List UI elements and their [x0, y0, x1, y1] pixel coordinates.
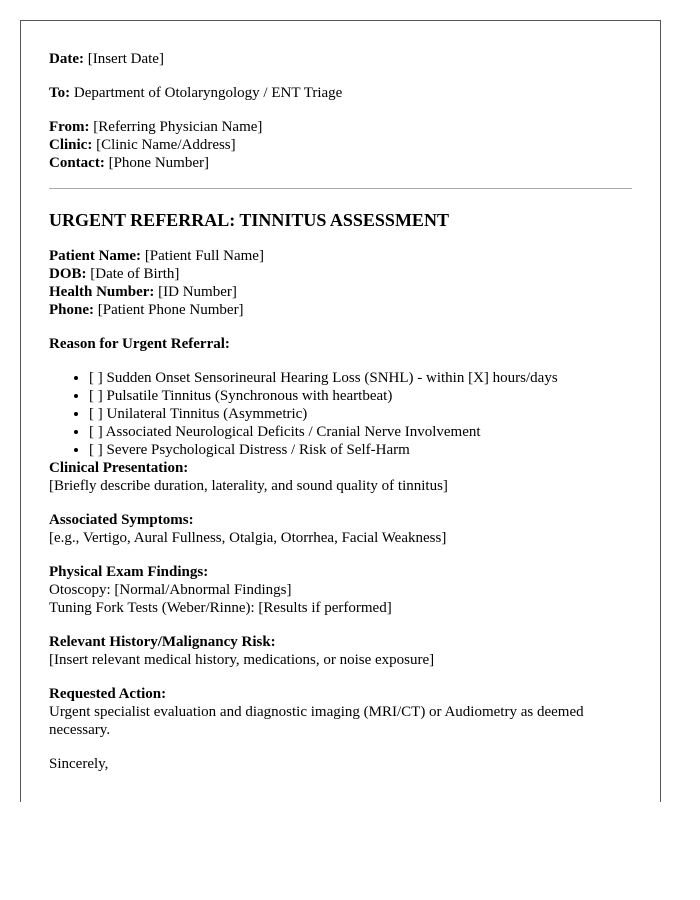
action-section [49, 685, 632, 739]
sender-block [49, 118, 632, 172]
date-line [49, 50, 632, 68]
referral-letter [20, 20, 661, 802]
dob-value: [Date of Birth] [90, 266, 180, 282]
closing-salutation: Sincerely, [49, 756, 109, 772]
health-number-label: Health Number: [49, 284, 155, 300]
reason-item-neurological: • [ ] Associated Neurological Deficits / Cranial Nerve Involvement [89, 423, 632, 441]
reason-item-pulsatile: • [ ] Pulsatile Tinnitus (Synchronous with heartbeat) [89, 387, 632, 405]
patient-phone-label: Phone: [49, 302, 94, 318]
reason-item-unilateral: • [ ] Unilateral Tinnitus (Asymmetric) [89, 405, 632, 423]
contact-label: Contact: [49, 155, 105, 171]
health-number-value: [ID Number] [158, 284, 237, 300]
history-heading: Relevant History/Malignancy Risk: [49, 634, 276, 650]
clinical-heading: Clinical Presentation: [49, 460, 189, 476]
clinical-text: [Briefly describe duration, laterality, and sound quality of tinnitus] [49, 478, 448, 494]
patient-phone-line [49, 301, 632, 319]
otoscopy-text: Otoscopy: [Normal/Abnormal Findings] [49, 582, 292, 598]
from-label: From: [49, 119, 90, 135]
action-heading: Requested Action: [49, 686, 167, 702]
tuning-fork-text: Tuning Fork Tests (Weber/Rinne): [Results if performed] [49, 600, 392, 616]
from-line [49, 118, 632, 136]
exam-section [49, 563, 632, 617]
dob-line [49, 265, 632, 283]
history-section [49, 633, 632, 669]
clinic-line [49, 136, 632, 154]
date-label: Date: [49, 51, 84, 67]
from-value: [Referring Physician Name] [93, 119, 263, 135]
clinic-value: [Clinic Name/Address] [96, 137, 236, 153]
patient-name-value: [Patient Full Name] [144, 248, 264, 264]
symptoms-text: [e.g., Vertigo, Aural Fullness, Otalgia, Otorrhea, Facial Weakness] [49, 530, 447, 546]
contact-value: [Phone Number] [108, 155, 209, 171]
document-title: URGENT REFERRAL: TINNITUS ASSESSMENT [49, 210, 449, 230]
date-value: [Insert Date] [87, 51, 164, 67]
reason-checklist [49, 369, 632, 459]
to-value: Department of Otolaryngology / ENT Triage [73, 85, 343, 101]
health-number-line [49, 283, 632, 301]
history-text: [Insert relevant medical history, medications, or noise exposure] [49, 652, 435, 668]
reason-item-distress: • [ ] Severe Psychological Distress / Risk of Self-Harm [89, 441, 632, 459]
contact-line [49, 154, 632, 172]
action-text: Urgent specialist evaluation and diagnostic imaging (MRI/CT) or Audiometry as deemed necessary. [49, 704, 584, 738]
patient-name-line [49, 247, 632, 265]
header-divider [49, 188, 632, 189]
reason-heading: Reason for Urgent Referral: [49, 336, 230, 352]
exam-heading: Physical Exam Findings: [49, 564, 209, 580]
patient-name-label: Patient Name: [49, 248, 142, 264]
clinical-section [49, 459, 632, 495]
patient-phone-value: [Patient Phone Number] [97, 302, 244, 318]
symptoms-section [49, 511, 632, 547]
patient-block [49, 247, 632, 319]
dob-label: DOB: [49, 266, 87, 282]
reason-item-snhl: • [ ] Sudden Onset Sensorineural Hearing Loss (SNHL) - within [X] hours/days [89, 369, 632, 387]
clinic-label: Clinic: [49, 137, 93, 153]
to-line [49, 84, 632, 102]
symptoms-heading: Associated Symptoms: [49, 512, 194, 528]
to-label: To: [49, 85, 71, 101]
